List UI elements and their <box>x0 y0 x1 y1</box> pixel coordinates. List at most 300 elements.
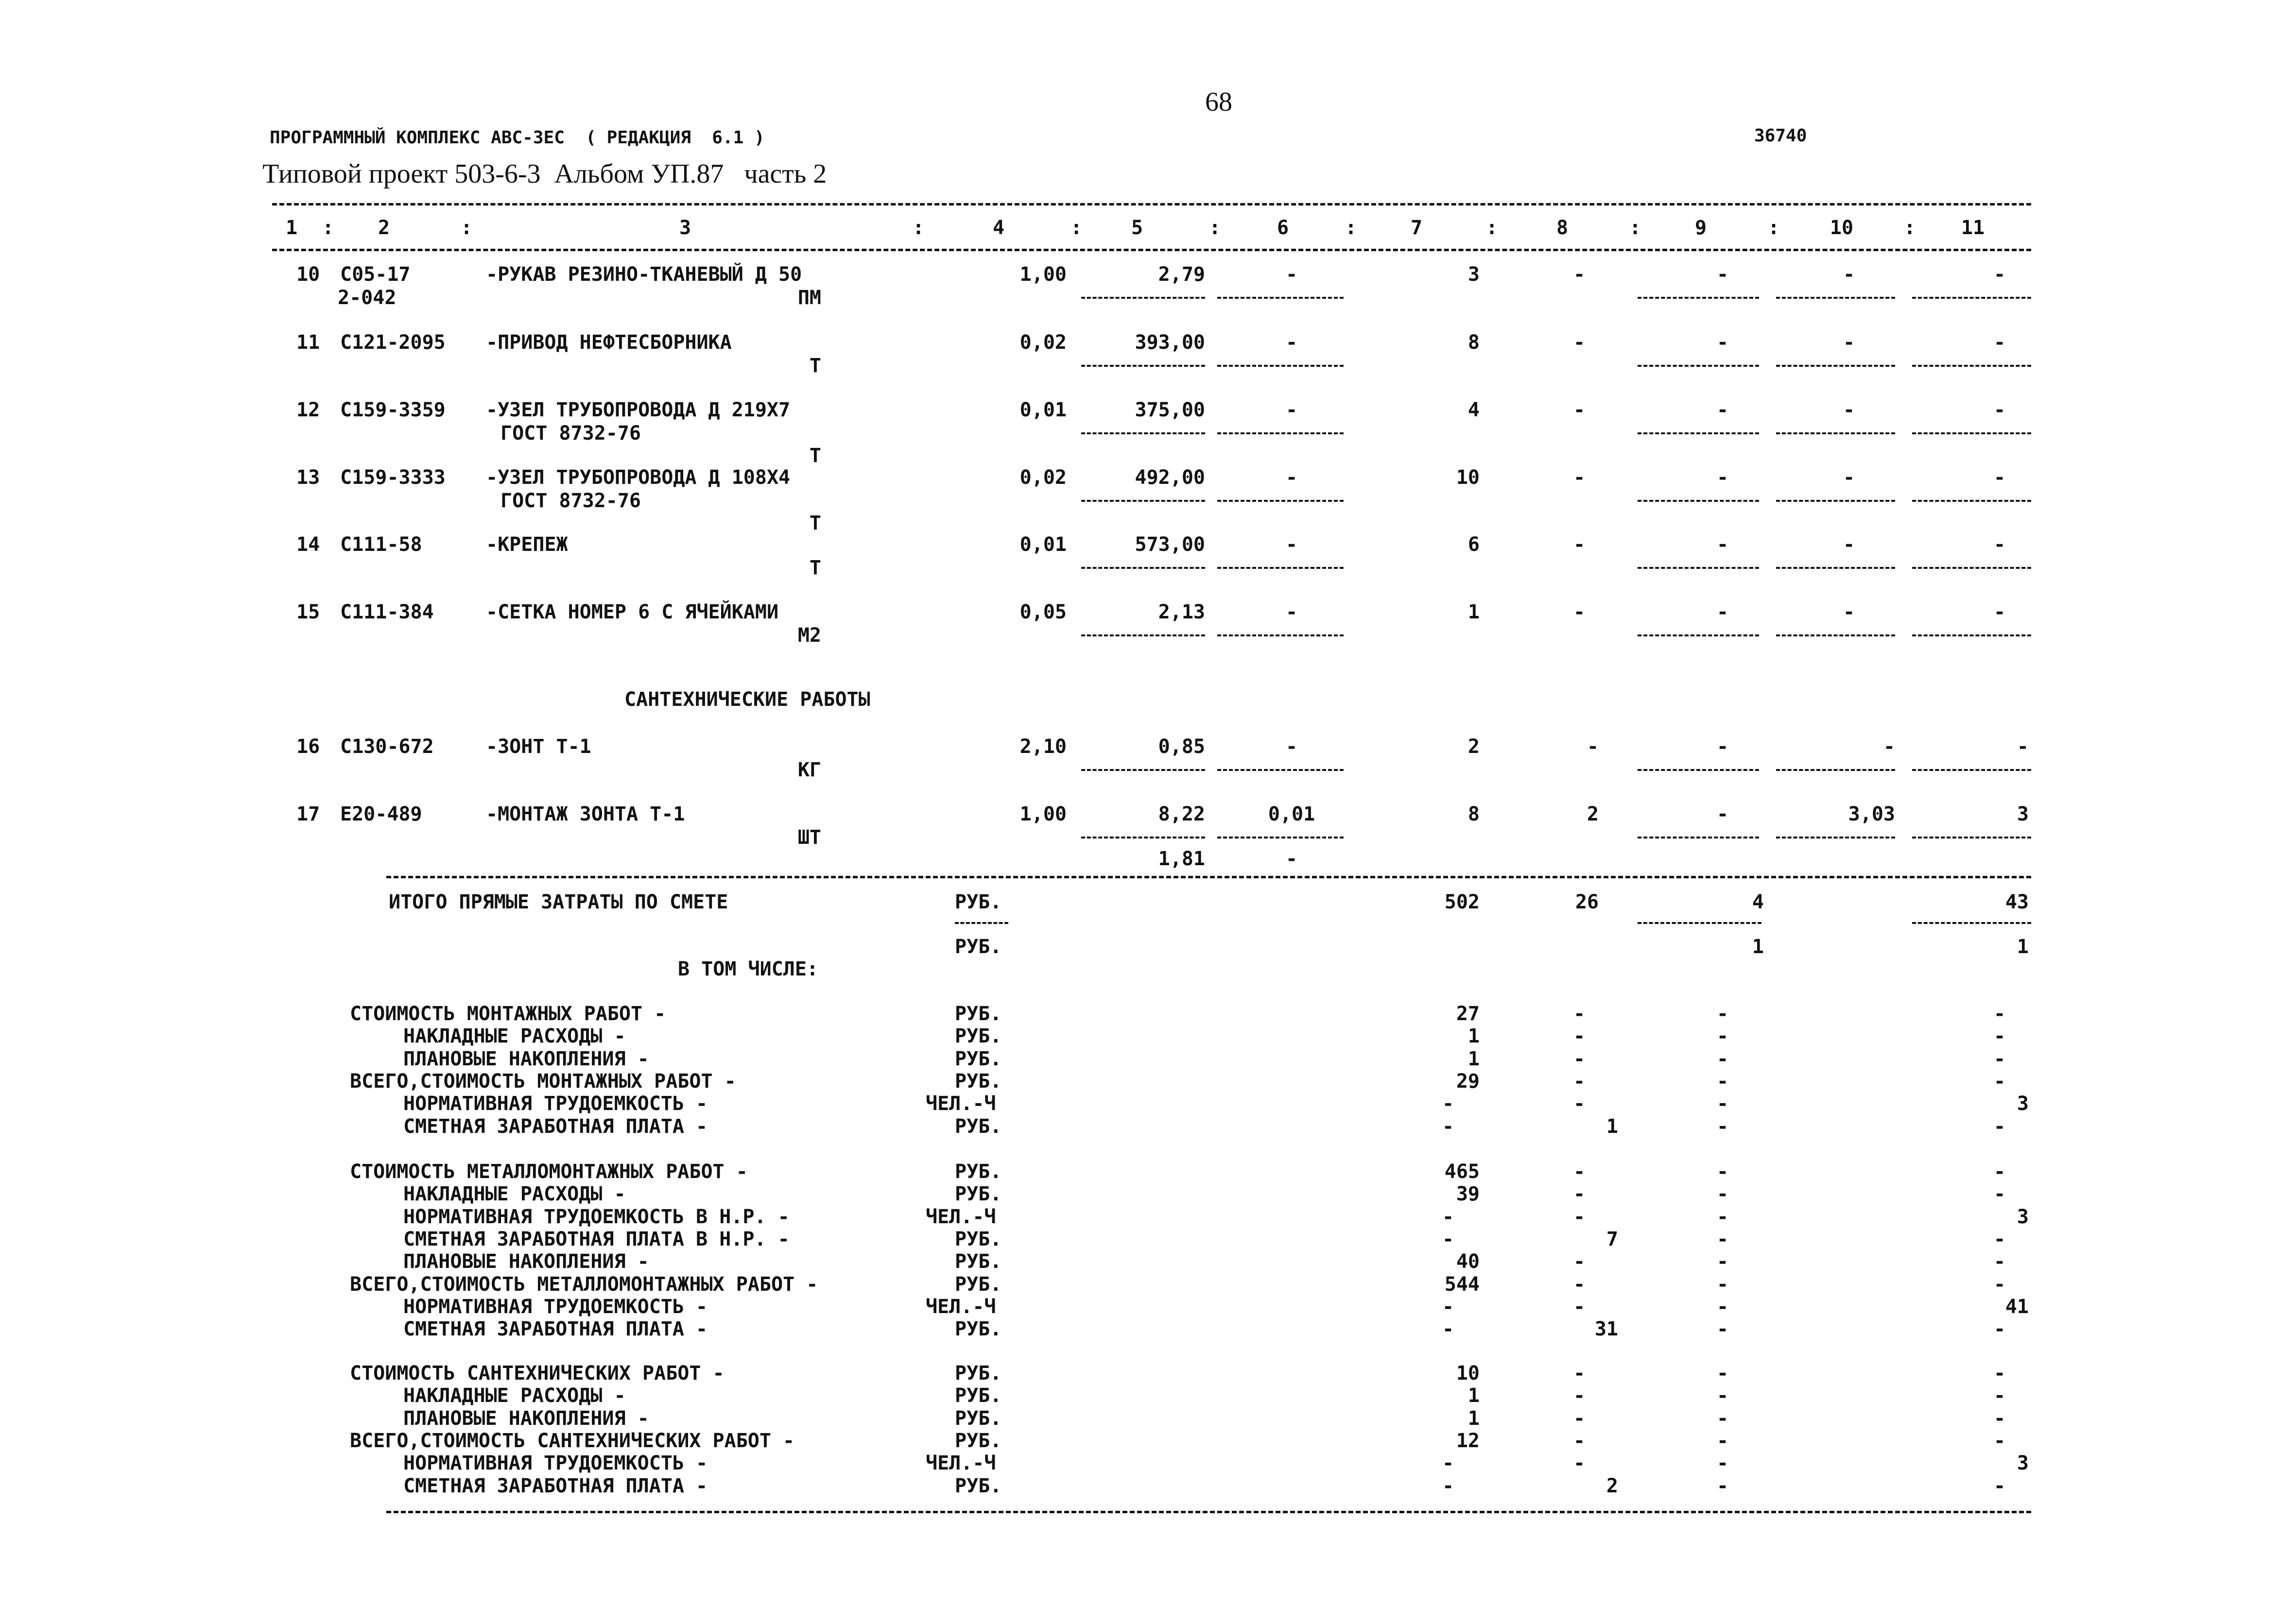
row-col6: - <box>1285 601 1298 623</box>
row-quantity: 1,00 <box>1019 263 1067 286</box>
row-code: С111-58 <box>340 533 422 556</box>
row-name: -УЗЕЛ ТРУБОПРОВОДА Д 219Х7 <box>486 399 791 421</box>
column-header-2: 2 <box>378 217 390 239</box>
column-header-5: 5 <box>1131 217 1143 239</box>
summary-col7: - <box>1442 1318 1454 1340</box>
row-col6: - <box>1285 533 1298 556</box>
row-col7: 4 <box>1467 399 1480 421</box>
page-number: 68 <box>1205 87 1232 117</box>
column-header-8: 8 <box>1556 217 1569 239</box>
col6-subrule <box>1217 432 1344 434</box>
summary-col8: - <box>1573 1206 1586 1228</box>
summary-col11: - <box>1993 1161 2006 1183</box>
row-number: 12 <box>296 399 320 421</box>
column-separator: : <box>912 217 925 239</box>
summary-col7: - <box>1442 1093 1454 1115</box>
col11-subrule <box>1912 297 2031 299</box>
row-col7: 8 <box>1467 803 1480 825</box>
project-title: Типовой проект 503-6-3 Альбом УП.87 часть 2 <box>262 159 827 189</box>
row-code: С159-3359 <box>340 399 446 421</box>
summary-label: ВСЕГО,СТОИМОСТЬ САНТЕХНИЧЕСКИХ РАБОТ - <box>350 1430 795 1452</box>
summary-col11: - <box>1993 1318 2006 1340</box>
summary-col8: - <box>1573 1048 1586 1070</box>
price-subrule <box>1081 432 1205 434</box>
summary-col8: - <box>1573 1183 1586 1205</box>
summary-col9: - <box>1716 1250 1729 1273</box>
row-col6: - <box>1285 735 1298 758</box>
col6-subrule <box>1217 500 1344 502</box>
row-col8: - <box>1573 601 1586 623</box>
col9-subrule <box>1638 432 1759 434</box>
column-separator: : <box>1629 217 1641 239</box>
row-number: 15 <box>296 601 320 623</box>
row-col6: - <box>1285 466 1298 489</box>
summary-label: ВСЕГО,СТОИМОСТЬ МЕТАЛЛОМОНТАЖНЫХ РАБОТ - <box>350 1273 818 1296</box>
totals-col7: 502 <box>1444 891 1480 913</box>
summary-unit: ЧЕЛ.-Ч <box>926 1452 996 1474</box>
row-code: С121-2095 <box>340 331 446 354</box>
row-unit: КГ <box>797 759 821 781</box>
totals-col8: 26 <box>1575 891 1599 913</box>
summary-col11: - <box>1993 1048 2006 1070</box>
column-separator: : <box>1208 217 1221 239</box>
totals-unit-2: РУБ. <box>955 936 1002 958</box>
row-sub-price: 1,81 <box>1158 848 1205 870</box>
summary-col9: - <box>1716 1385 1729 1407</box>
col11-subrule <box>1912 837 2031 838</box>
summary-unit: РУБ. <box>955 1407 1002 1430</box>
row-price: 8,22 <box>1158 803 1205 825</box>
row-name-extra: ГОСТ 8732-76 <box>501 422 641 444</box>
column-separator: : <box>322 217 334 239</box>
summary-col11: - <box>1993 1430 2006 1452</box>
summary-col7: 10 <box>1456 1362 1480 1385</box>
row-col7: 10 <box>1456 466 1480 489</box>
summary-col9: - <box>1716 1228 1729 1250</box>
price-subrule <box>1081 769 1205 771</box>
summary-label: СМЕТНАЯ ЗАРАБОТНАЯ ПЛАТА В Н.Р. - <box>403 1228 790 1250</box>
row-unit: Т <box>809 355 821 377</box>
column-header-3: 3 <box>679 217 691 239</box>
summary-col11: - <box>1993 1003 2006 1025</box>
summary-unit: ЧЕЛ.-Ч <box>926 1296 996 1318</box>
summary-col11: 3 <box>2017 1452 2029 1474</box>
summary-unit: РУБ. <box>955 1273 1002 1296</box>
row-unit: Т <box>809 444 821 467</box>
col11-subrule <box>1912 567 2031 569</box>
summary-unit: РУБ. <box>955 1025 1002 1047</box>
row-col10: - <box>1843 331 1855 354</box>
totals-col11: 43 <box>2005 891 2029 913</box>
col10-subrule <box>1776 567 1895 569</box>
price-subrule <box>1081 500 1205 502</box>
summary-label: СТОИМОСТЬ САНТЕХНИЧЕСКИХ РАБОТ - <box>350 1362 725 1385</box>
rule-bottom <box>386 1511 2031 1513</box>
summary-col8: - <box>1573 1452 1586 1474</box>
row-col9: - <box>1716 331 1729 354</box>
summary-label: НОРМАТИВНАЯ ТРУДОЕМКОСТЬ В Н.Р. - <box>403 1206 790 1228</box>
summary-col7: - <box>1442 1228 1454 1250</box>
summary-label: СМЕТНАЯ ЗАРАБОТНАЯ ПЛАТА - <box>403 1318 708 1340</box>
summary-col9: - <box>1716 1452 1729 1474</box>
row-quantity: 0,05 <box>1019 601 1067 623</box>
row-col8: - <box>1573 399 1586 421</box>
row-unit: Т <box>809 512 821 534</box>
summary-label: НОРМАТИВНАЯ ТРУДОЕМКОСТЬ - <box>403 1296 708 1318</box>
summary-unit: РУБ. <box>955 1161 1002 1183</box>
summary-col7: 27 <box>1456 1003 1480 1025</box>
col11-subrule <box>1912 634 2031 636</box>
summary-col8: - <box>1573 1362 1586 1385</box>
summary-label: ПЛАНОВЫЕ НАКОПЛЕНИЯ - <box>403 1250 649 1273</box>
col6-subrule <box>1217 634 1344 636</box>
summary-label: СМЕТНАЯ ЗАРАБОТНАЯ ПЛАТА - <box>403 1115 708 1138</box>
summary-col8: - <box>1573 1003 1586 1025</box>
totals-col11-subrule <box>1912 922 2031 924</box>
summary-col9: - <box>1716 1475 1729 1497</box>
summary-col11: - <box>1993 1025 2006 1047</box>
col10-subrule <box>1776 837 1895 838</box>
row-col8: - <box>1587 735 1599 758</box>
summary-unit: РУБ. <box>955 1318 1002 1340</box>
summary-col7: 1 <box>1467 1048 1480 1070</box>
row-col11: - <box>1993 263 2006 286</box>
summary-unit: РУБ. <box>955 1183 1002 1205</box>
col9-subrule <box>1638 365 1759 367</box>
col11-subrule <box>1912 365 2031 367</box>
row-name: -ЗОНТ Т-1 <box>486 735 591 758</box>
document-code: 36740 <box>1754 126 1807 146</box>
row-col6: 0,01 <box>1268 803 1315 825</box>
summary-unit: РУБ. <box>955 1003 1002 1025</box>
row-col7: 3 <box>1467 263 1480 286</box>
summary-col8: - <box>1573 1273 1586 1296</box>
col6-subrule <box>1217 297 1344 299</box>
row-name: -ПРИВОД НЕФТЕСБОРНИКА <box>486 331 732 354</box>
summary-unit: ЧЕЛ.-Ч <box>926 1093 996 1115</box>
summary-unit: РУБ. <box>955 1430 1002 1452</box>
row-col11: - <box>1993 466 2006 489</box>
column-header-10: 10 <box>1830 217 1854 239</box>
totals-label: ИТОГО ПРЯМЫЕ ЗАТРАТЫ ПО СМЕТЕ <box>389 891 728 913</box>
col6-subrule <box>1217 837 1344 838</box>
summary-col9: - <box>1716 1206 1729 1228</box>
totals-col9-2: 1 <box>1752 936 1764 958</box>
row-quantity: 0,01 <box>1019 533 1067 556</box>
row-col7: 8 <box>1467 331 1480 354</box>
column-header-9: 9 <box>1694 217 1707 239</box>
row-col8: - <box>1573 466 1586 489</box>
col11-subrule <box>1912 500 2031 502</box>
row-name-extra: ГОСТ 8732-76 <box>501 490 641 512</box>
totals-unit: РУБ. <box>955 891 1002 913</box>
row-price: 573,00 <box>1135 533 1205 556</box>
totals-col11-2: 1 <box>2017 936 2029 958</box>
summary-col7: - <box>1442 1452 1454 1474</box>
section-title: САНТЕХНИЧЕСКИЕ РАБОТЫ <box>624 688 870 711</box>
price-subrule <box>1081 634 1205 636</box>
row-number: 16 <box>296 735 320 758</box>
col10-subrule <box>1776 634 1895 636</box>
col10-subrule <box>1776 297 1895 299</box>
summary-col9: - <box>1716 1296 1729 1318</box>
col10-subrule <box>1776 500 1895 502</box>
summary-col8: 2 <box>1606 1475 1618 1497</box>
row-code: С159-3333 <box>340 466 446 489</box>
row-col10: - <box>1843 601 1855 623</box>
summary-col8: - <box>1573 1093 1586 1115</box>
row-col8: 2 <box>1587 803 1599 825</box>
column-header-11: 11 <box>1961 217 1985 239</box>
summary-col11: - <box>1993 1407 2006 1430</box>
summary-label: НОРМАТИВНАЯ ТРУДОЕМКОСТЬ - <box>403 1093 708 1115</box>
price-subrule <box>1081 365 1205 367</box>
row-col9: - <box>1716 803 1729 825</box>
price-subrule <box>1081 297 1205 299</box>
column-separator: : <box>1345 217 1357 239</box>
col10-subrule <box>1776 432 1895 434</box>
row-col6: - <box>1285 399 1298 421</box>
row-number: 17 <box>296 803 320 825</box>
row-name: -МОНТАЖ ЗОНТА Т-1 <box>486 803 685 825</box>
column-separator: : <box>460 217 473 239</box>
summary-col9: - <box>1716 1407 1729 1430</box>
col10-subrule <box>1776 769 1895 771</box>
summary-col7: - <box>1442 1206 1454 1228</box>
price-subrule <box>1081 837 1205 838</box>
row-name: -РУКАВ РЕЗИНО-ТКАНЕВЫЙ Д 50 <box>486 263 802 286</box>
summary-col9: - <box>1716 1115 1729 1138</box>
row-unit: М2 <box>797 624 821 647</box>
col9-subrule <box>1638 297 1759 299</box>
row-code: С130-672 <box>340 735 434 758</box>
summary-label: НАКЛАДНЫЕ РАСХОДЫ - <box>403 1025 626 1047</box>
column-separator: : <box>1903 217 1916 239</box>
row-price: 375,00 <box>1135 399 1205 421</box>
summary-col9: - <box>1716 1362 1729 1385</box>
row-col10: - <box>1883 735 1895 758</box>
row-unit: ШТ <box>797 826 821 849</box>
summary-col9: - <box>1716 1161 1729 1183</box>
summary-col9: - <box>1716 1183 1729 1205</box>
row-col10: - <box>1843 263 1855 286</box>
row-quantity: 0,01 <box>1019 399 1067 421</box>
summary-col11: - <box>1993 1250 2006 1273</box>
row-col11: - <box>1993 601 2006 623</box>
row-col7: 2 <box>1467 735 1480 758</box>
col11-subrule <box>1912 769 2031 771</box>
row-col11: - <box>1993 331 2006 354</box>
row-col9: - <box>1716 263 1729 286</box>
summary-col8: - <box>1573 1407 1586 1430</box>
summary-unit: РУБ. <box>955 1070 1002 1093</box>
col6-subrule <box>1217 365 1344 367</box>
summary-unit: РУБ. <box>955 1115 1002 1138</box>
row-number: 14 <box>296 533 320 556</box>
col6-subrule <box>1217 567 1344 569</box>
summary-col7: - <box>1442 1296 1454 1318</box>
summary-col7: 12 <box>1456 1430 1480 1452</box>
summary-col7: - <box>1442 1115 1454 1138</box>
summary-col7: 40 <box>1456 1250 1480 1273</box>
summary-col8: 7 <box>1606 1228 1618 1250</box>
summary-col11: - <box>1993 1115 2006 1138</box>
col9-subrule <box>1638 769 1759 771</box>
row-col11: - <box>1993 533 2006 556</box>
summary-col9: - <box>1716 1025 1729 1047</box>
summary-unit: РУБ. <box>955 1228 1002 1250</box>
row-col9: - <box>1716 533 1729 556</box>
summary-label: ПЛАНОВЫЕ НАКОПЛЕНИЯ - <box>403 1048 649 1070</box>
row-name: -СЕТКА НОМЕР 6 С ЯЧЕЙКАМИ <box>486 601 779 623</box>
col9-subrule <box>1638 567 1759 569</box>
row-name: -КРЕПЕЖ <box>486 533 568 556</box>
summary-col7: - <box>1442 1475 1454 1497</box>
row-quantity: 0,02 <box>1019 466 1067 489</box>
summary-label: НАКЛАДНЫЕ РАСХОДЫ - <box>403 1385 626 1407</box>
row-sub-col6: - <box>1285 848 1298 870</box>
row-unit: Т <box>809 557 821 579</box>
rule-totals <box>386 876 2031 878</box>
row-number: 11 <box>296 331 320 354</box>
summary-unit: РУБ. <box>955 1048 1002 1070</box>
summary-label: СТОИМОСТЬ МЕТАЛЛОМОНТАЖНЫХ РАБОТ - <box>350 1161 748 1183</box>
row-number: 13 <box>296 466 320 489</box>
summary-col11: - <box>1993 1475 2006 1497</box>
summary-col11: - <box>1993 1183 2006 1205</box>
row-col11: 3 <box>2017 803 2029 825</box>
column-header-4: 4 <box>992 217 1005 239</box>
row-price: 2,13 <box>1158 601 1205 623</box>
summary-label: НАКЛАДНЫЕ РАСХОДЫ - <box>403 1183 626 1205</box>
row-col9: - <box>1716 399 1729 421</box>
row-col11: - <box>2017 735 2029 758</box>
row-col10: - <box>1843 466 1855 489</box>
row-col6: - <box>1285 331 1298 354</box>
row-col10: - <box>1843 399 1855 421</box>
row-col8: - <box>1573 533 1586 556</box>
including-label: В ТОМ ЧИСЛЕ: <box>678 958 818 980</box>
summary-unit: РУБ. <box>955 1385 1002 1407</box>
col9-subrule <box>1638 634 1759 636</box>
summary-col11: - <box>1993 1385 2006 1407</box>
row-quantity: 0,02 <box>1019 331 1067 354</box>
column-separator: : <box>1070 217 1083 239</box>
row-price: 0,85 <box>1158 735 1205 758</box>
column-header-1: 1 <box>285 217 298 239</box>
summary-col9: - <box>1716 1093 1729 1115</box>
summary-col8: - <box>1573 1070 1586 1093</box>
summary-col8: - <box>1573 1250 1586 1273</box>
summary-col8: - <box>1573 1296 1586 1318</box>
row-col7: 6 <box>1467 533 1480 556</box>
column-header-7: 7 <box>1410 217 1423 239</box>
summary-label: НОРМАТИВНАЯ ТРУДОЕМКОСТЬ - <box>403 1452 708 1474</box>
row-unit: ПМ <box>797 287 821 309</box>
rule-header <box>272 249 2031 251</box>
totals-col9: 4 <box>1752 891 1764 913</box>
summary-col11: - <box>1993 1273 2006 1296</box>
row-price: 393,00 <box>1135 331 1205 354</box>
summary-col7: 29 <box>1456 1070 1480 1093</box>
summary-col7: 1 <box>1467 1025 1480 1047</box>
row-code-extra: 2-042 <box>338 287 397 309</box>
col9-subrule <box>1638 500 1759 502</box>
summary-col11: - <box>1993 1362 2006 1385</box>
summary-col9: - <box>1716 1273 1729 1296</box>
summary-col11: 3 <box>2017 1206 2029 1228</box>
summary-col9: - <box>1716 1430 1729 1452</box>
summary-col7: 465 <box>1444 1161 1480 1183</box>
summary-label: ВСЕГО,СТОИМОСТЬ МОНТАЖНЫХ РАБОТ - <box>350 1070 736 1093</box>
row-col6: - <box>1285 263 1298 286</box>
row-quantity: 1,00 <box>1019 803 1067 825</box>
row-col8: - <box>1573 263 1586 286</box>
column-separator: : <box>1767 217 1780 239</box>
col9-subrule <box>1638 837 1759 838</box>
summary-label: СМЕТНАЯ ЗАРАБОТНАЯ ПЛАТА - <box>403 1475 708 1497</box>
summary-col11: 3 <box>2017 1093 2029 1115</box>
row-col9: - <box>1716 735 1729 758</box>
col10-subrule <box>1776 365 1895 367</box>
summary-col9: - <box>1716 1048 1729 1070</box>
summary-col8: 31 <box>1594 1318 1618 1340</box>
row-col10: 3,03 <box>1848 803 1895 825</box>
row-name: -УЗЕЛ ТРУБОПРОВОДА Д 108Х4 <box>486 466 791 489</box>
row-col8: - <box>1573 331 1586 354</box>
totals-unit-subrule <box>955 922 1008 924</box>
rule-top <box>272 203 2031 205</box>
summary-col11: - <box>1993 1070 2006 1093</box>
row-col9: - <box>1716 601 1729 623</box>
row-col10: - <box>1843 533 1855 556</box>
summary-col11: 41 <box>2005 1296 2029 1318</box>
row-quantity: 2,10 <box>1019 735 1067 758</box>
row-code: С111-384 <box>340 601 434 623</box>
row-price: 2,79 <box>1158 263 1205 286</box>
summary-col9: - <box>1716 1070 1729 1093</box>
col11-subrule <box>1912 432 2031 434</box>
summary-col8: - <box>1573 1025 1586 1047</box>
summary-label: СТОИМОСТЬ МОНТАЖНЫХ РАБОТ - <box>350 1003 666 1025</box>
row-col7: 1 <box>1467 601 1480 623</box>
row-price: 492,00 <box>1135 466 1205 489</box>
row-number: 10 <box>296 263 320 286</box>
totals-col9-subrule <box>1638 922 1761 924</box>
row-code: С05-17 <box>340 263 411 286</box>
summary-col7: 1 <box>1467 1407 1480 1430</box>
row-col11: - <box>1993 399 2006 421</box>
summary-col8: 1 <box>1606 1115 1618 1138</box>
summary-col9: - <box>1716 1003 1729 1025</box>
summary-unit: РУБ. <box>955 1250 1002 1273</box>
summary-col9: - <box>1716 1318 1729 1340</box>
row-code: Е20-489 <box>340 803 422 825</box>
summary-unit: ЧЕЛ.-Ч <box>926 1206 996 1228</box>
summary-unit: РУБ. <box>955 1362 1002 1385</box>
price-subrule <box>1081 567 1205 569</box>
summary-col7: 39 <box>1456 1183 1480 1205</box>
summary-col7: 1 <box>1467 1385 1480 1407</box>
summary-col8: - <box>1573 1161 1586 1183</box>
summary-col11: - <box>1993 1228 2006 1250</box>
column-separator: : <box>1485 217 1498 239</box>
summary-col7: 544 <box>1444 1273 1480 1296</box>
col6-subrule <box>1217 769 1344 771</box>
summary-col8: - <box>1573 1430 1586 1452</box>
column-header-6: 6 <box>1277 217 1289 239</box>
summary-unit: РУБ. <box>955 1475 1002 1497</box>
